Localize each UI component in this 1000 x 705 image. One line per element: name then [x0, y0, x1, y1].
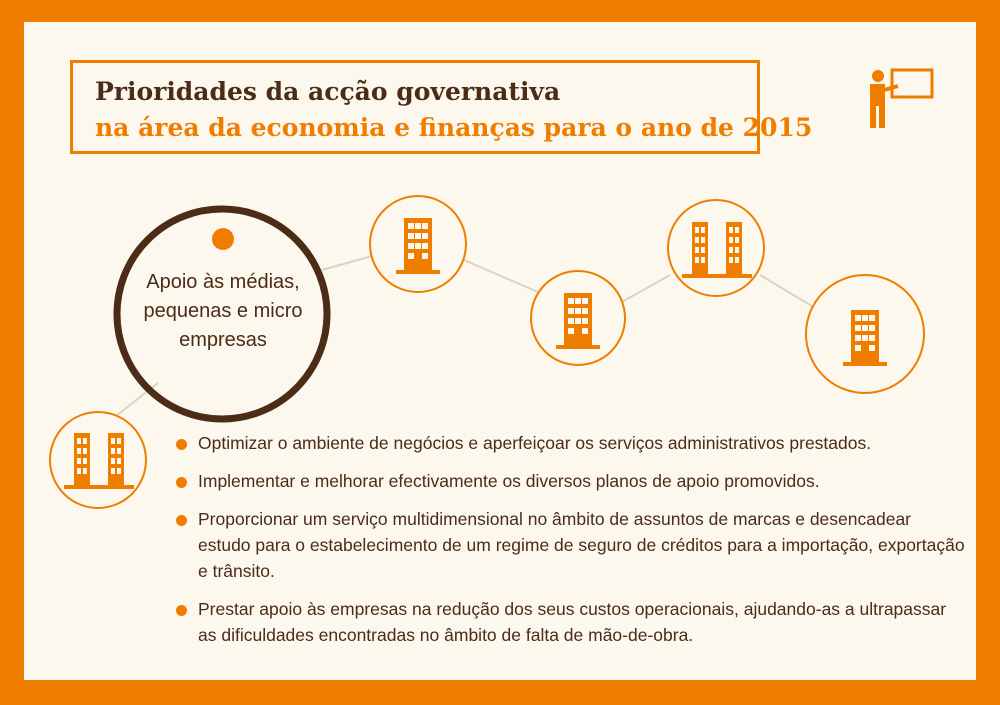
list-item-text: Prestar apoio às empresas na redução dos seus custos operacionais, ajudando-as a ultrapassar as dificuldades encontradas no âmbito de falta de mão-de-obra. [198, 599, 947, 645]
bullet-dot-icon [176, 605, 187, 616]
list-item-text: Optimizar o ambiente de negócios e aperfeiçoar os serviços administrativos prestados. [198, 433, 872, 453]
building-node-3 [668, 200, 764, 296]
priority-list [176, 430, 966, 660]
connector-line [760, 275, 820, 311]
list-item-text: Implementar e melhorar efectivamente os diversos planos de apoio promovidos. [198, 471, 820, 491]
bullet-dot-icon [176, 515, 187, 526]
page-subtitle: na área da economia e finanças para o ano de 2015 [95, 113, 813, 142]
page-title: Prioridades da acção governativa [95, 77, 561, 106]
main-topic-dot [212, 228, 234, 250]
list-item [176, 468, 966, 494]
list-item [176, 506, 966, 584]
list-item [176, 596, 966, 648]
connector-line [620, 275, 670, 303]
list-item-text: Proporcionar um serviço multidimensional no âmbito de assuntos de marcas e desencadear estudo para o estabelecimento de um regime de seguro de créditos para a importação, exportação e trânsito. [198, 509, 965, 581]
building-node-1 [370, 196, 466, 292]
main-topic-label: Apoio às médias, pequenas e micro empresas [143, 271, 303, 351]
building-node-2 [531, 271, 625, 365]
list-item [176, 430, 966, 456]
connector-line [464, 260, 538, 292]
bullet-dot-icon [176, 439, 187, 450]
title-box [70, 60, 813, 154]
connector-line [322, 256, 372, 270]
building-node-4 [806, 275, 924, 393]
bullet-dot-icon [176, 477, 187, 488]
building-node-5 [50, 412, 146, 508]
presenter-icon [870, 70, 932, 128]
